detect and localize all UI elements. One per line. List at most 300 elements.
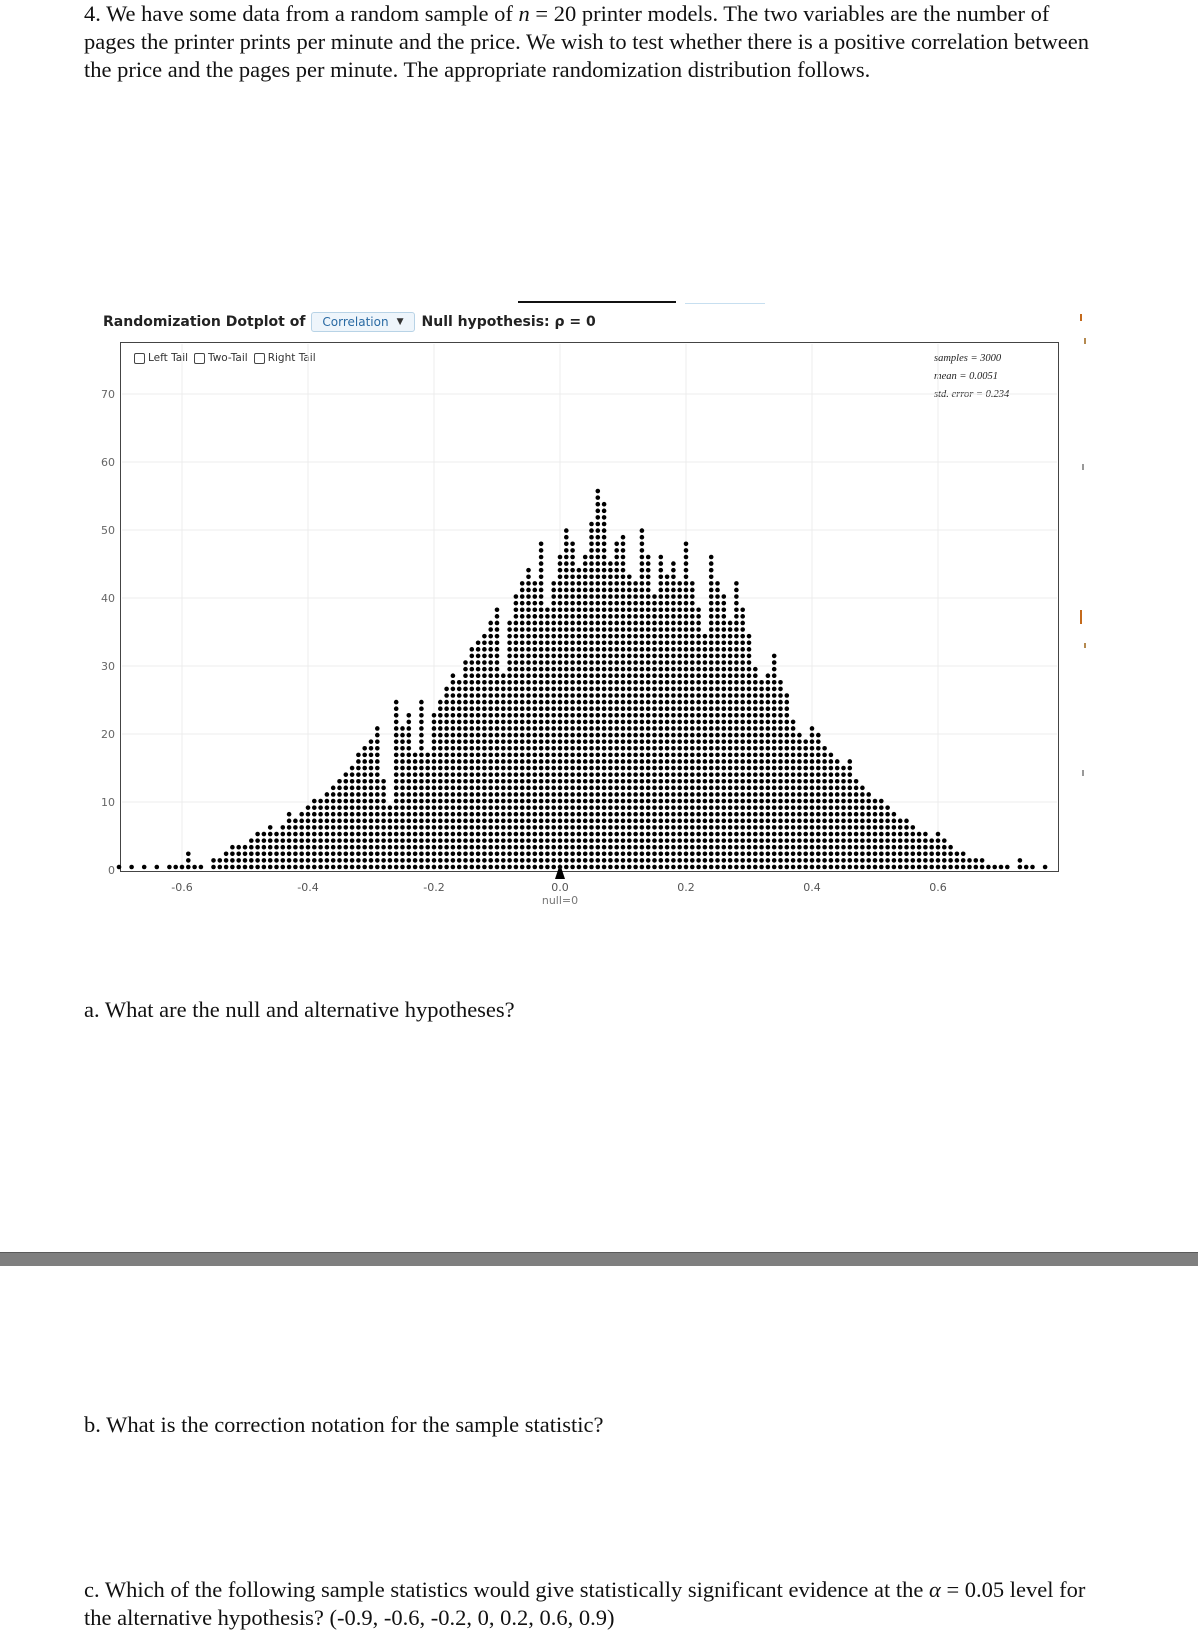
dot — [476, 766, 481, 771]
dot — [690, 838, 695, 843]
dot — [551, 634, 556, 639]
dot — [463, 786, 468, 791]
dot — [816, 786, 821, 791]
dot — [848, 825, 853, 830]
dot — [627, 588, 632, 593]
dot — [514, 647, 519, 652]
dot — [520, 759, 525, 764]
dot — [482, 733, 487, 738]
dot — [677, 772, 682, 777]
dot — [299, 825, 304, 830]
dot — [375, 812, 380, 817]
dot — [463, 845, 468, 850]
dot — [715, 621, 720, 626]
dot — [520, 832, 525, 837]
dot — [722, 739, 727, 744]
dot — [646, 720, 651, 725]
dot — [728, 819, 733, 824]
dot — [715, 647, 720, 652]
dot — [476, 812, 481, 817]
dot — [715, 581, 720, 586]
dot — [533, 858, 538, 863]
dot — [407, 786, 412, 791]
dot — [621, 805, 626, 810]
dot — [740, 673, 745, 678]
dot — [703, 772, 708, 777]
dot — [533, 667, 538, 672]
dot — [709, 561, 714, 566]
dot — [1043, 865, 1048, 870]
dot — [665, 673, 670, 678]
dot — [514, 713, 519, 718]
dot — [659, 805, 664, 810]
dot — [350, 858, 355, 863]
dot — [350, 825, 355, 830]
dot — [558, 812, 563, 817]
dot — [577, 693, 582, 698]
dot — [539, 687, 544, 692]
dot — [785, 779, 790, 784]
dot — [463, 832, 468, 837]
dot — [419, 812, 424, 817]
dot — [570, 627, 575, 632]
dot — [677, 693, 682, 698]
dot — [791, 786, 796, 791]
dot — [822, 792, 827, 797]
dot — [488, 739, 493, 744]
dot — [577, 634, 582, 639]
dot — [923, 852, 928, 857]
dot — [545, 660, 550, 665]
dot — [703, 852, 708, 857]
dot — [652, 799, 657, 804]
y-tick-label: 10 — [101, 796, 115, 809]
dot — [791, 759, 796, 764]
dot — [564, 673, 569, 678]
dot — [621, 601, 626, 606]
dot — [495, 865, 500, 870]
dot — [457, 786, 462, 791]
dot — [621, 574, 626, 579]
dot — [482, 693, 487, 698]
dot — [709, 779, 714, 784]
dot — [407, 759, 412, 764]
dot — [797, 739, 802, 744]
dot — [564, 647, 569, 652]
dot — [293, 858, 298, 863]
dot — [407, 772, 412, 777]
dot — [470, 792, 475, 797]
dot — [570, 667, 575, 672]
dot — [463, 812, 468, 817]
dot — [621, 858, 626, 863]
dot — [356, 838, 361, 843]
dot — [621, 614, 626, 619]
dot — [470, 647, 475, 652]
dot — [904, 858, 909, 863]
dot — [432, 792, 437, 797]
dot — [715, 812, 720, 817]
dot — [715, 766, 720, 771]
dot — [507, 726, 512, 731]
dot — [596, 680, 601, 685]
dot — [785, 819, 790, 824]
dot — [526, 680, 531, 685]
dot — [627, 700, 632, 705]
dot — [539, 779, 544, 784]
dot — [816, 772, 821, 777]
dot — [659, 838, 664, 843]
dot — [501, 766, 506, 771]
dot — [444, 825, 449, 830]
dot — [457, 858, 462, 863]
dot — [281, 825, 286, 830]
dot — [545, 799, 550, 804]
dot — [470, 852, 475, 857]
dot — [747, 799, 752, 804]
dot — [829, 819, 834, 824]
dot — [772, 667, 777, 672]
dot — [438, 786, 443, 791]
dot — [879, 865, 884, 870]
dot — [608, 607, 613, 612]
dot — [703, 799, 708, 804]
dot — [671, 627, 676, 632]
dot — [362, 852, 367, 857]
dot — [344, 792, 349, 797]
dot — [476, 825, 481, 830]
dot — [759, 792, 764, 797]
dot — [564, 581, 569, 586]
dot — [419, 852, 424, 857]
dot — [551, 812, 556, 817]
dot — [671, 614, 676, 619]
dot — [564, 845, 569, 850]
dot — [558, 574, 563, 579]
dot — [262, 838, 267, 843]
dot — [614, 819, 619, 824]
dot — [495, 766, 500, 771]
dot — [728, 812, 733, 817]
dot — [438, 753, 443, 758]
dot — [293, 865, 298, 870]
dot — [570, 680, 575, 685]
dot — [551, 858, 556, 863]
dot — [677, 825, 682, 830]
dot — [470, 654, 475, 659]
dot — [690, 805, 695, 810]
dot — [860, 792, 865, 797]
dot — [614, 772, 619, 777]
dot — [633, 739, 638, 744]
dot — [438, 720, 443, 725]
dot — [627, 581, 632, 586]
dot — [495, 733, 500, 738]
dot — [470, 739, 475, 744]
dot — [558, 779, 563, 784]
dot — [665, 825, 670, 830]
dot — [715, 693, 720, 698]
dot — [287, 845, 292, 850]
dot — [722, 667, 727, 672]
dot — [596, 766, 601, 771]
dot — [684, 542, 689, 547]
dot — [199, 865, 204, 870]
dot — [709, 667, 714, 672]
dot — [734, 588, 739, 593]
dot — [602, 594, 607, 599]
dot — [583, 693, 588, 698]
dot — [766, 786, 771, 791]
dot — [848, 786, 853, 791]
dot — [671, 799, 676, 804]
dot — [419, 865, 424, 870]
dot — [476, 713, 481, 718]
dot — [457, 713, 462, 718]
dot — [533, 825, 538, 830]
dot — [690, 792, 695, 797]
dot — [652, 753, 657, 758]
dot — [350, 812, 355, 817]
dot — [482, 667, 487, 672]
dot — [602, 739, 607, 744]
dot — [659, 779, 664, 784]
dot — [936, 852, 941, 857]
dot — [419, 825, 424, 830]
dot — [715, 739, 720, 744]
dot — [394, 779, 399, 784]
dot — [526, 627, 531, 632]
dot — [879, 825, 884, 830]
dot — [476, 700, 481, 705]
dot — [495, 627, 500, 632]
dot — [740, 640, 745, 645]
dot — [318, 865, 323, 870]
dot — [589, 845, 594, 850]
dot — [671, 687, 676, 692]
dot — [482, 680, 487, 685]
dot — [948, 852, 953, 857]
dot — [577, 640, 582, 645]
dot — [860, 825, 865, 830]
dot — [539, 845, 544, 850]
dot — [476, 660, 481, 665]
dot — [772, 812, 777, 817]
dot — [495, 799, 500, 804]
dot — [495, 805, 500, 810]
alpha-value: 0.05 — [964, 1577, 1005, 1602]
dot — [709, 838, 714, 843]
dot — [640, 667, 645, 672]
dot — [848, 845, 853, 850]
dot — [287, 865, 292, 870]
dot — [337, 852, 342, 857]
dot — [703, 786, 708, 791]
dot — [848, 838, 853, 843]
dot — [482, 726, 487, 731]
dot — [407, 852, 412, 857]
dot — [444, 753, 449, 758]
dot — [589, 588, 594, 593]
dot — [621, 640, 626, 645]
dot — [785, 700, 790, 705]
dot — [728, 858, 733, 863]
dot — [740, 819, 745, 824]
dot — [596, 601, 601, 606]
dot — [652, 819, 657, 824]
dot — [369, 832, 374, 837]
dot — [589, 726, 594, 731]
dot — [690, 706, 695, 711]
dot — [778, 713, 783, 718]
dot — [350, 832, 355, 837]
dot — [444, 726, 449, 731]
dot — [797, 779, 802, 784]
dot — [709, 680, 714, 685]
dot — [394, 700, 399, 705]
dot — [400, 845, 405, 850]
dot — [381, 838, 386, 843]
dot — [375, 779, 380, 784]
dot — [520, 838, 525, 843]
dot — [627, 812, 632, 817]
dot — [539, 555, 544, 560]
dot — [400, 832, 405, 837]
dot — [671, 759, 676, 764]
dot — [589, 812, 594, 817]
dot — [665, 660, 670, 665]
dot — [917, 845, 922, 850]
dot — [696, 640, 701, 645]
dot — [652, 667, 657, 672]
dot — [747, 713, 752, 718]
dot — [829, 766, 834, 771]
dot — [432, 733, 437, 738]
dot — [545, 706, 550, 711]
dot — [690, 673, 695, 678]
dot — [413, 805, 418, 810]
dot — [772, 825, 777, 830]
dot — [520, 673, 525, 678]
dot — [564, 700, 569, 705]
dot — [797, 832, 802, 837]
dot — [331, 805, 336, 810]
dot — [803, 786, 808, 791]
dot — [848, 799, 853, 804]
dot — [822, 746, 827, 751]
dot — [766, 805, 771, 810]
dot — [627, 706, 632, 711]
dot — [312, 858, 317, 863]
dot — [627, 627, 632, 632]
dot — [299, 819, 304, 824]
dot — [539, 786, 544, 791]
dot — [514, 700, 519, 705]
dot — [583, 772, 588, 777]
dot — [451, 799, 456, 804]
dot — [879, 812, 884, 817]
dot — [577, 786, 582, 791]
dot — [463, 772, 468, 777]
dot — [671, 812, 676, 817]
dot — [722, 766, 727, 771]
dot — [671, 766, 676, 771]
dot — [684, 832, 689, 837]
dot — [614, 792, 619, 797]
dot — [633, 667, 638, 672]
dot — [551, 726, 556, 731]
dot — [892, 819, 897, 824]
dot — [696, 739, 701, 744]
dot — [419, 746, 424, 751]
dot — [526, 660, 531, 665]
dot — [564, 759, 569, 764]
dot — [470, 706, 475, 711]
dot — [507, 779, 512, 784]
dot — [545, 845, 550, 850]
dot — [602, 805, 607, 810]
dot — [722, 753, 727, 758]
dot — [564, 634, 569, 639]
dot — [659, 726, 664, 731]
dot — [614, 700, 619, 705]
dot — [961, 852, 966, 857]
dot — [444, 852, 449, 857]
dot — [451, 720, 456, 725]
dot — [589, 634, 594, 639]
dot — [766, 865, 771, 870]
dot — [369, 852, 374, 857]
dot — [747, 852, 752, 857]
dot — [432, 838, 437, 843]
dot — [728, 680, 733, 685]
dot — [709, 720, 714, 725]
dot — [583, 865, 588, 870]
dot — [476, 852, 481, 857]
dot — [803, 746, 808, 751]
dot — [602, 693, 607, 698]
dot — [677, 786, 682, 791]
dot — [589, 865, 594, 870]
dot — [866, 845, 871, 850]
dot — [602, 792, 607, 797]
dot — [646, 660, 651, 665]
dot — [841, 792, 846, 797]
dot — [419, 759, 424, 764]
dot — [470, 667, 475, 672]
dot — [596, 667, 601, 672]
dot — [785, 792, 790, 797]
dot — [476, 865, 481, 870]
y-tick-label: 50 — [101, 524, 115, 537]
question-b: b. What is the correction notation for the sample statistic? — [84, 1412, 604, 1437]
dot — [841, 805, 846, 810]
dot — [470, 772, 475, 777]
dot — [753, 792, 758, 797]
margin-mark — [1082, 770, 1084, 776]
dot — [495, 852, 500, 857]
dot — [621, 792, 626, 797]
dot — [841, 865, 846, 870]
dot — [810, 739, 815, 744]
dot — [476, 832, 481, 837]
dot — [413, 838, 418, 843]
dot — [526, 673, 531, 678]
dot — [520, 640, 525, 645]
dot — [514, 614, 519, 619]
dot — [211, 858, 216, 863]
dot — [665, 581, 670, 586]
